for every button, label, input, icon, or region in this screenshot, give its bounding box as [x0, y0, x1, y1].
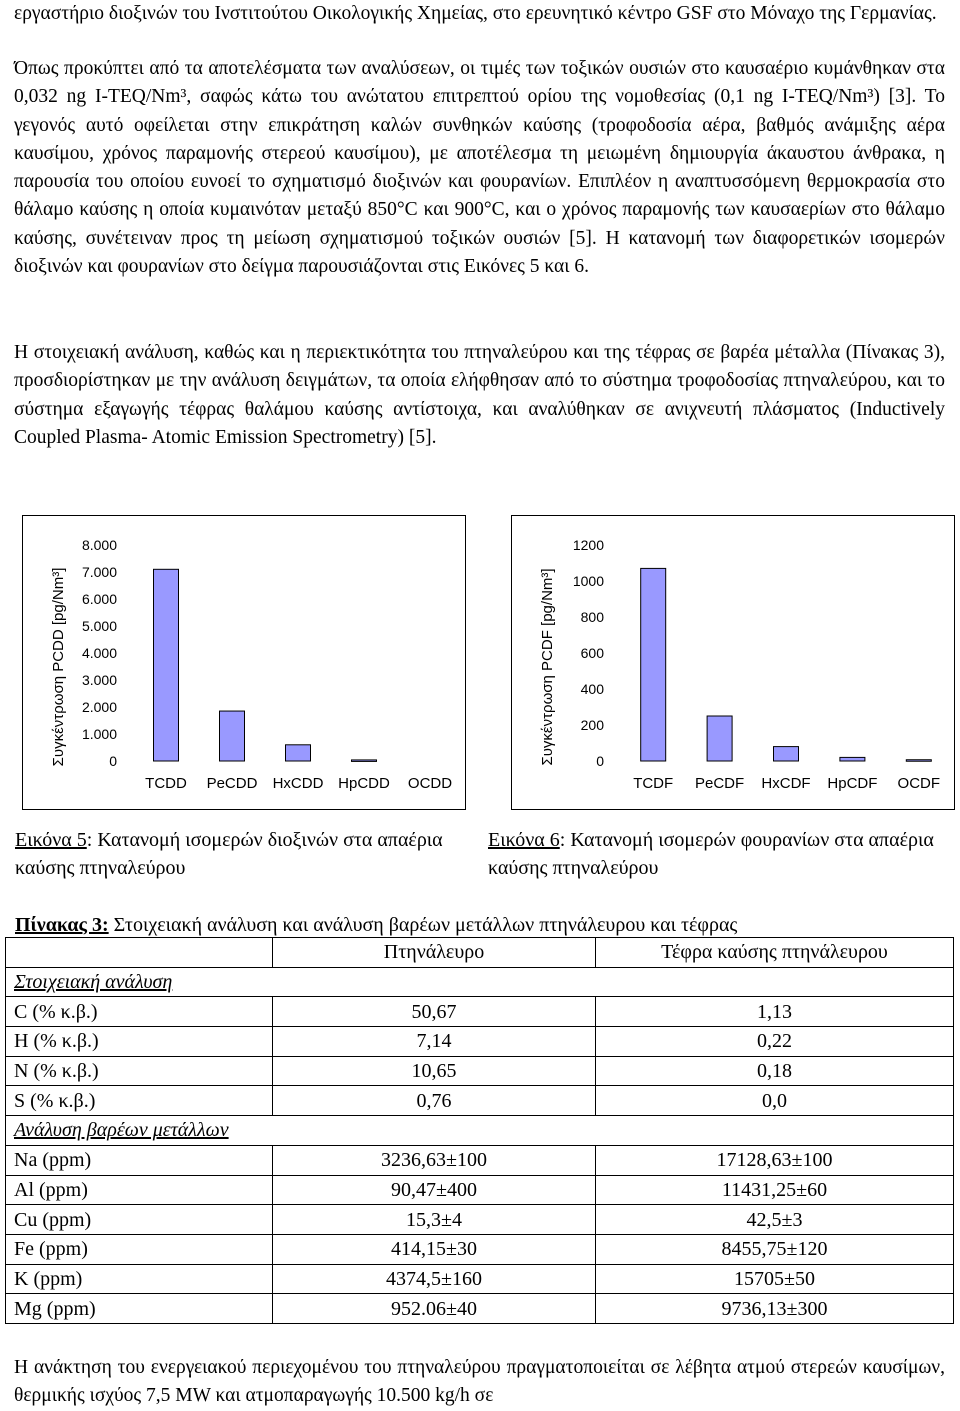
x-tick-label: PeCDD: [206, 775, 258, 792]
bar-tcdd: [154, 569, 179, 761]
x-tick-label: TCDF: [633, 775, 674, 792]
x-tick-label: HpCDF: [827, 775, 878, 792]
y-tick-label: 0: [109, 753, 117, 769]
row-ash-value: 9736,13±300: [596, 1294, 954, 1324]
row-label: H (% κ.β.): [6, 1027, 273, 1057]
table-row: [6, 1056, 954, 1086]
table-row: [6, 1264, 954, 1294]
pcdd-chart: [22, 515, 466, 810]
y-tick-label: 400: [580, 681, 604, 697]
table-3-title: [15, 911, 737, 939]
row-label: Fe (ppm): [6, 1234, 273, 1264]
y-tick-label: 7.000: [81, 564, 117, 580]
table-row: [6, 1205, 954, 1235]
row-ash-value: 8455,75±120: [596, 1234, 954, 1264]
bar-hxcdf: [774, 747, 799, 761]
table-row: [6, 1234, 954, 1264]
bar-tcdf: [641, 568, 666, 761]
y-tick-label: 1.000: [81, 726, 117, 742]
row-ash-value: 15705±50: [596, 1264, 954, 1294]
row-label: Na (ppm): [6, 1145, 273, 1175]
bar-ocdf: [906, 760, 931, 762]
row-feed-value: 10,65: [273, 1056, 596, 1086]
figure-6-label: Εικόνα 6: [488, 829, 560, 851]
row-feed-value: 90,47±400: [273, 1175, 596, 1205]
figure-5-label: Εικόνα 5: [15, 829, 87, 851]
figure-6-caption: [488, 826, 948, 882]
y-axis-label: Συγκέντρωση PCDD [pg/Nm³]: [50, 567, 67, 767]
row-label: S (% κ.β.): [6, 1086, 273, 1116]
row-ash-value: 11431,25±60: [596, 1175, 954, 1205]
row-ash-value: 42,5±3: [596, 1205, 954, 1235]
bar-pecdd: [220, 711, 245, 761]
table-3-label: Πίνακας 3:: [15, 914, 109, 936]
table-section-row: [6, 967, 954, 997]
bar-pecdf: [707, 716, 732, 761]
bar-hxcdd: [286, 745, 311, 761]
row-feed-value: 952.06±40: [273, 1294, 596, 1324]
x-tick-label: PeCDF: [695, 775, 745, 792]
header-cell-ash: Τέφρα καύσης πτηνάλευρου: [596, 938, 954, 968]
table-row: [6, 1145, 954, 1175]
row-feed-value: 7,14: [273, 1027, 596, 1057]
table-row: [6, 1294, 954, 1324]
y-tick-label: 6.000: [81, 591, 117, 607]
pcdf-chart-svg: [512, 516, 954, 809]
row-label: Mg (ppm): [6, 1294, 273, 1324]
x-tick-label: OCDF: [897, 775, 941, 792]
table-header-row: [6, 938, 954, 968]
bar-hpcdd: [352, 760, 377, 762]
row-label: C (% κ.β.): [6, 997, 273, 1027]
x-tick-label: HxCDD: [272, 775, 324, 792]
x-tick-label: OCDD: [407, 775, 453, 792]
y-tick-label: 0: [596, 753, 604, 769]
row-label: N (% κ.β.): [6, 1056, 273, 1086]
results-paragraph: Όπως προκύπτει από τα αποτελέσματα των αναλύσεων, οι τιμές των τοξικών ουσιών στο καυσαέριο κυμάνθηκαν στα 0,032 ng I-TEQ/Nm³, σαφώς κάτω του ανώτατου επιτρεπτού ορίου της νομοθεσίας (0,1 ng I-TEQ/Nm³) [3]. Το γεγονός αυτό οφείλεται στην επικράτηση καλών συνθηκών καύσης (τροφοδοσία αέρα, βαθμός ανάμιξης αέρα καυσίμου, χρόνος παραμονής στερεού καυσίμου), με αποτέλεσμα τη μειωμένη δημιουργία άκαυστου άνθρακα, η παρουσία του οποίου ευνοεί το σχηματισμό διοξινών και φουρανίων. Επιπλέον η αναπτυσσόμενη θερμοκρασία στο θάλαμο καύσης η οποία κυμαινόταν μεταξύ 850°C και 900°C, και ο χρόνος παραμονής των καυσαερίων στο θάλαμο καύσης, συνέτειναν προς τη μείωση σχηματισμού τοξικών ουσιών [5]. Η κατανομή των διαφορετικών ισομερών διοξινών και φουρανίων στο δείγμα παρουσιάζονται στις Εικόνες 5 και 6.: [14, 58, 945, 278]
y-axis-label: Συγκέντρωση PCDF [pg/Nm³]: [539, 568, 556, 766]
y-tick-label: 3.000: [81, 672, 117, 688]
analysis-table: [5, 937, 954, 1324]
row-ash-value: 1,13: [596, 997, 954, 1027]
row-feed-value: 3236,63±100: [273, 1145, 596, 1175]
row-ash-value: 0,0: [596, 1086, 954, 1116]
table-row: [6, 1086, 954, 1116]
table-3-text: Στοιχειακή ανάλυση και ανάλυση βαρέων μετάλλων πτηνάλευρου και τέφρας: [108, 914, 738, 936]
analysis-paragraph: Η στοιχειακή ανάλυση, καθώς και η περιεκτικότητα του πτηναλεύρου και της τέφρας σε βαρέα μέταλλα (Πίνακας 3), προσδιορίστηκαν με την ανάλυση δειγμάτων, τα οποία ελήφθησαν από το σύστημα τροφοδοσίας πτηναλεύρου, και το σύστημα εξαγωγής τέφρας θαλάμου καύσης αντίστοιχα, και αναλύθηκαν σε ανιχνευτή πλάσματος (Inductively Coupled Plasma- Atomic Emission Spectrometry) [5].: [14, 342, 945, 448]
intro-paragraph: εργαστήριο διοξινών του Ινστιτούτου Οικολογικής Χημείας, στο ερευνητικό κέντρο GSF στο Μόναχο της Γερμανίας.: [14, 3, 937, 24]
y-tick-label: 1200: [572, 537, 604, 553]
y-tick-label: 2.000: [81, 699, 117, 715]
bar-hpcdf: [840, 757, 865, 761]
figure-5-text: : Κατανομή ισομερών διοξινών στα απαέρια καύσης πτηναλεύρου: [15, 829, 443, 879]
header-cell-empty: [6, 938, 273, 968]
y-tick-label: 800: [580, 609, 604, 625]
table-section-row: [6, 1116, 954, 1146]
row-ash-value: 17128,63±100: [596, 1145, 954, 1175]
row-feed-value: 0,76: [273, 1086, 596, 1116]
section-heavy-metals: Ανάλυση βαρέων μετάλλων: [6, 1116, 954, 1146]
row-feed-value: 414,15±30: [273, 1234, 596, 1264]
row-feed-value: 15,3±4: [273, 1205, 596, 1235]
y-tick-label: 5.000: [81, 618, 117, 634]
y-tick-label: 200: [580, 717, 604, 733]
y-tick-label: 8.000: [81, 537, 117, 553]
y-tick-label: 600: [580, 645, 604, 661]
table-row: [6, 997, 954, 1027]
row-ash-value: 0,22: [596, 1027, 954, 1057]
row-ash-value: 0,18: [596, 1056, 954, 1086]
table-row: [6, 1175, 954, 1205]
figure-5-caption: [15, 826, 485, 882]
pcdf-chart: [511, 515, 955, 810]
y-tick-label: 1000: [572, 573, 604, 589]
figure-6-text: : Κατανομή ισομερών φουρανίων στα απαέρια καύσης πτηναλεύρου: [488, 829, 934, 879]
energy-paragraph: Η ανάκτηση του ενεργειακού περιεχομένου του πτηναλεύρου πραγματοποιείται σε λέβητα ατμού στερεών καυσίμων, θερμικής ισχύος 7,5 MW και ατμοπαραγωγής 10.500 kg/h σε: [14, 1357, 945, 1407]
x-tick-label: TCDD: [145, 775, 187, 792]
row-feed-value: 4374,5±160: [273, 1264, 596, 1294]
x-tick-label: HpCDD: [338, 775, 390, 792]
section-elemental: Στοιχειακή ανάλυση: [6, 967, 954, 997]
row-feed-value: 50,67: [273, 997, 596, 1027]
y-tick-label: 4.000: [81, 645, 117, 661]
pcdd-chart-svg: [23, 516, 465, 809]
table-row: [6, 1027, 954, 1057]
header-cell-feed: Πτηνάλευρο: [273, 938, 596, 968]
row-label: Al (ppm): [6, 1175, 273, 1205]
row-label: Cu (ppm): [6, 1205, 273, 1235]
x-tick-label: HxCDF: [761, 775, 811, 792]
row-label: K (ppm): [6, 1264, 273, 1294]
